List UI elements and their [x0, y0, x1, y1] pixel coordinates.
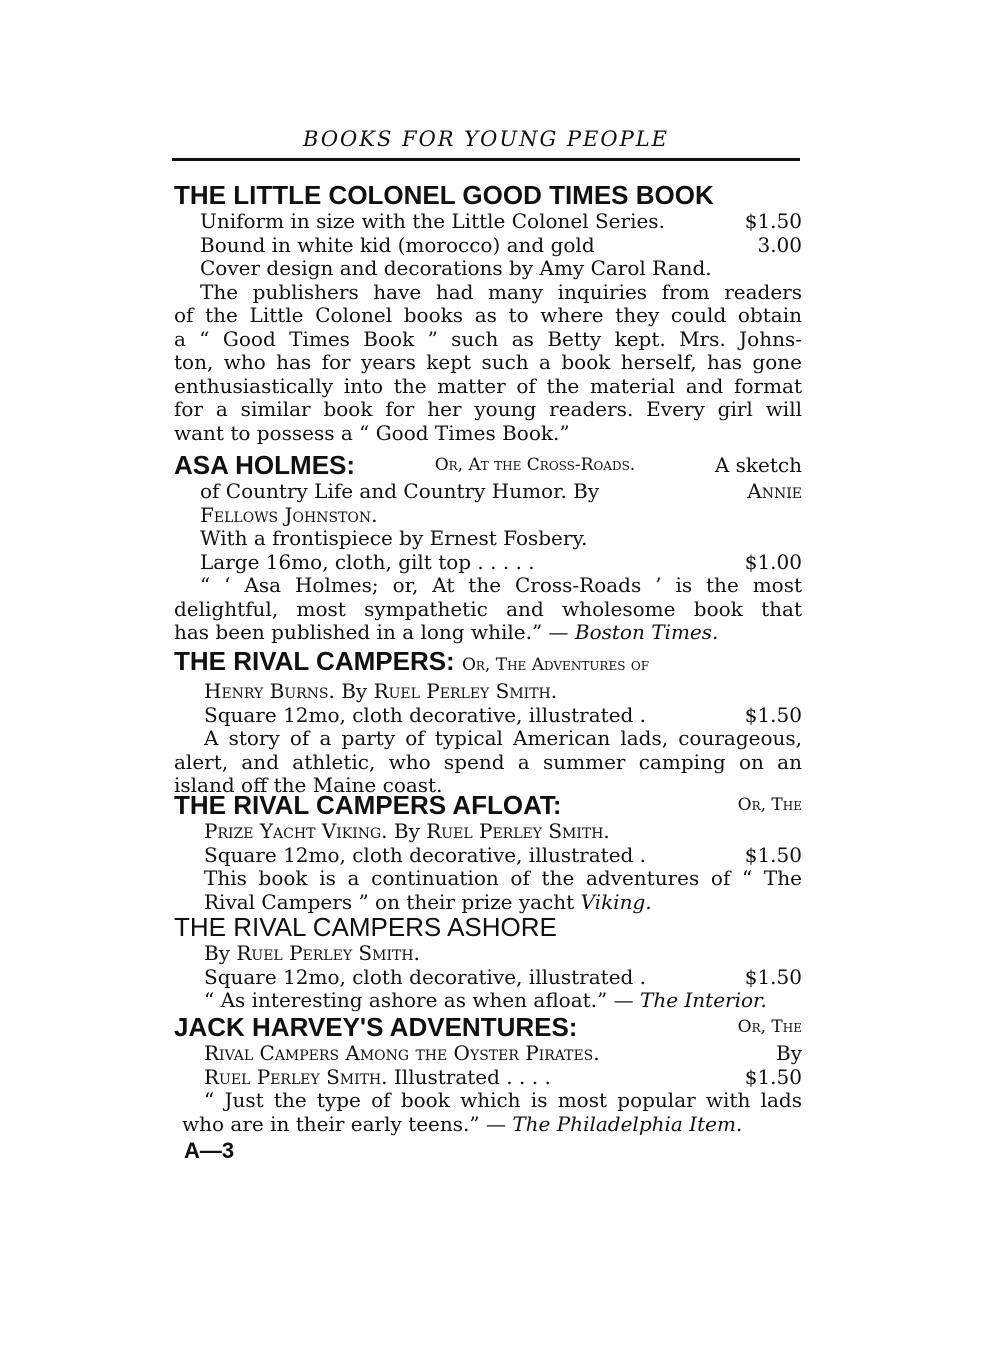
quote-text: has been published in a long while.” — [174, 620, 569, 644]
entry-subtitle: Henry Burns. [204, 679, 335, 703]
quote-source: The Interior. [639, 988, 767, 1012]
author-name: Ruel Perley Smith. [236, 941, 420, 965]
description-line: a “ Good Times Book ” such as Betty kept. Mrs. Johns- [174, 326, 802, 351]
edition-text: Square 12mo, cloth decorative, illustrated . [204, 702, 647, 727]
description-line: The publishers have had many inquiries from readers [200, 279, 802, 304]
quote-text: “ As interesting ashore as when afloat.” — [204, 988, 634, 1012]
quote-line [174, 621, 802, 645]
price: $1.00 [744, 549, 802, 574]
price: $1.50 [744, 1064, 802, 1089]
edition-line [174, 210, 802, 234]
description-line [174, 891, 802, 915]
entry-title: ASA HOLMES: [174, 450, 356, 480]
edition-line [174, 844, 802, 868]
entry-title: THE LITTLE COLONEL GOOD TIMES BOOK [174, 180, 714, 210]
quote-source: The Philadelphia Item. [512, 1111, 743, 1136]
yacht-name: Viking. [580, 889, 652, 914]
byline [174, 942, 802, 966]
edition-line [174, 704, 802, 728]
author-name: Ruel Perley Smith. [204, 1064, 388, 1089]
byline [174, 480, 802, 504]
author-name: Ruel Perley Smith. [426, 819, 610, 843]
byline-text: By [776, 1041, 802, 1065]
price: $1.50 [744, 209, 802, 233]
edition-line [174, 1066, 802, 1090]
edition-text: Illustrated . . . . [393, 1064, 551, 1089]
edition-text: Square 12mo, cloth decorative, illustrated . [204, 842, 647, 867]
author-name: Ruel Perley Smith. [373, 679, 558, 703]
entry-title-line [174, 646, 802, 680]
description-line: of the Little Colonel books as to where they could obtain [174, 303, 802, 327]
entry-title: THE RIVAL CAMPERS ASHORE [174, 912, 557, 942]
credit-line: With a frontispiece by Ernest Fosbery. [200, 526, 588, 550]
edition-text [204, 1066, 551, 1090]
quote-line: delightful, most sympathetic and wholesome book that [174, 596, 802, 621]
price: $1.50 [744, 964, 802, 989]
entry-title-line [174, 450, 802, 480]
quote-line: “ ‘ Asa Holmes; or, At the Cross-Roads ’ is the most [200, 573, 802, 597]
edition-text: Uniform in size with the Little Colonel Series. [200, 209, 665, 233]
author-name: Fellows Johnston. [200, 502, 378, 527]
byline [174, 820, 802, 844]
entry-rival-campers-afloat [174, 790, 802, 914]
edition-line [174, 234, 802, 258]
edition-text: Square 12mo, cloth decorative, illustrated . [204, 964, 647, 989]
entry-jack-harvey [174, 1012, 802, 1136]
byline [174, 1042, 802, 1066]
byline-text: of Country Life and Country Humor. By [200, 479, 600, 503]
quote-text: who are in their early teens.” — [182, 1111, 506, 1136]
edition-line [174, 966, 802, 990]
description-line: ton, who has for years kept such a book herself, has gone [174, 350, 802, 374]
entry-rival-campers-ashore [174, 912, 802, 1013]
description-line: enthusiastically into the matter of the material and format [174, 373, 802, 398]
header-rule [172, 158, 800, 161]
price: $1.50 [744, 842, 802, 867]
description-line: alert, and athletic, who spend a summer camping on an [174, 749, 802, 774]
entry-asa-holmes [174, 450, 802, 645]
description-text: Rival Campers ” on their prize yacht [204, 889, 575, 914]
entry-subtitle: Or, At the Cross-Roads. [434, 455, 636, 475]
author-name: Annie [747, 479, 802, 503]
quote-line [174, 1113, 802, 1137]
entry-subtitle-tail: A sketch [714, 453, 802, 477]
entry-title-line [174, 790, 802, 820]
quote-line: “ Just the type of book which is most popular with lads [204, 1088, 802, 1112]
signature-mark: A—3 [184, 1138, 235, 1163]
description-line: want to possess a “ Good Times Book.” [174, 420, 570, 445]
description-line: This book is a continuation of the adventures of “ The [204, 866, 802, 890]
entry-good-times-book [174, 180, 802, 445]
entry-title: JACK HARVEY'S ADVENTURES: [174, 1012, 578, 1042]
byline-text: By [204, 941, 230, 965]
edition-line [174, 551, 802, 575]
entry-subtitle: Prize Yacht Viking. [204, 819, 388, 843]
quote-line [174, 989, 802, 1013]
credit-line: Cover design and decorations by Amy Carol Rand. [200, 256, 712, 280]
entry-title-line [174, 1012, 802, 1042]
edition-text: Large 16mo, cloth, gilt top . . . . . [200, 549, 535, 574]
byline [174, 680, 802, 704]
running-head: BOOKS FOR YOUNG PEOPLE [303, 127, 669, 151]
price: 3.00 [757, 232, 802, 257]
entry-title: THE RIVAL CAMPERS: [174, 646, 455, 676]
entry-subtitle: Or, The [737, 1017, 802, 1037]
description-line: A story of a party of typical American lads, courageous, [204, 726, 802, 750]
entry-subtitle: Or, The Adventures of [461, 655, 650, 675]
entry-title: THE RIVAL CAMPERS AFLOAT: [174, 790, 562, 820]
byline-text: By [393, 819, 420, 843]
entry-subtitle: Rival Campers Among the Oyster Pirates. [204, 1041, 600, 1065]
description-line: island off the Maine coast. [174, 773, 443, 797]
quote-source: Boston Times. [574, 620, 719, 644]
entry-subtitle: Or, The [737, 795, 802, 815]
price: $1.50 [744, 702, 802, 727]
entry-rival-campers [174, 646, 802, 798]
edition-text: Bound in white kid (morocco) and gold [200, 232, 595, 257]
byline-text: By [341, 679, 368, 703]
description-line: for a similar book for her young readers. Every girl will [174, 397, 802, 421]
